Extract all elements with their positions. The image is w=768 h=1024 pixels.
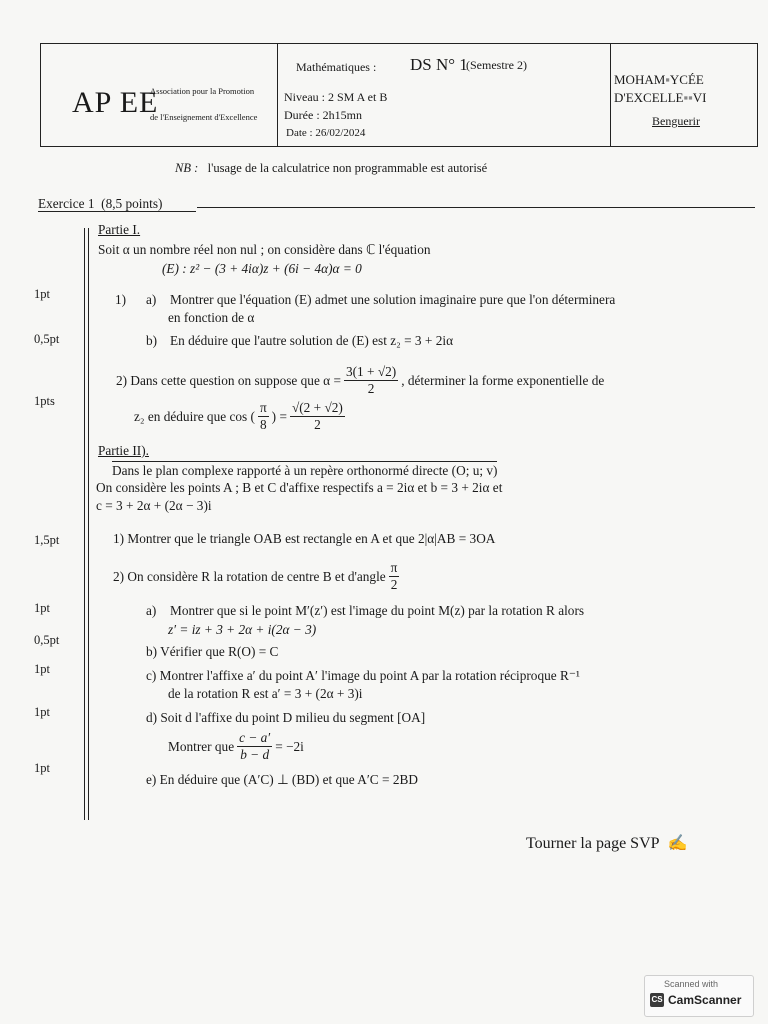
apee-logo: AP EE (72, 86, 159, 119)
assoc-line1: Association pour la Promotion (150, 86, 255, 96)
p2-qa-line1: Montrer que si le point M′(z′) est l'image du point M(z) par la rotation R alors (170, 603, 585, 618)
points-2: 0,5pt (34, 332, 60, 346)
p2-qb: b) Vérifier que R(O) = C (146, 644, 279, 659)
p2-q1: 1) Montrer que le triangle OAB est rectangle en A et que 2|α|AB = 3OA (113, 531, 496, 546)
q1b-text: En déduire que l'autre solution de (E) est z₂ = 3 + 2iα (170, 333, 454, 348)
q1b-letter: b) (146, 333, 158, 348)
p2-qc-line2: de la rotation R est a′ = 3 + (2α + 3)i (168, 686, 363, 701)
school-line1: MOHAM▪YCÉE (614, 72, 704, 87)
subject-label: Mathématiques : (296, 60, 377, 74)
partie1-intro: Soit α un nombre réel non nul ; on considère dans ℂ l'équation (98, 242, 431, 257)
points-6: 0,5pt (34, 633, 60, 647)
semester: (Semestre 2) (466, 58, 527, 72)
scanner-line2: CamScanner (668, 993, 742, 1007)
exercise-rule (197, 207, 755, 208)
hand-icon: ✍ (667, 835, 688, 852)
equation-e: (E) : z² − (3 + 4iα)z + (6i − 4α)α = 0 (162, 261, 362, 276)
p2-qd-line1: d) Soit d l'affixe du point D milieu du segment [OA] (146, 710, 426, 725)
exercise-title: Exercice 1 (8,5 points) (38, 196, 163, 211)
school-line2: D'EXCELLE▪▪VI (614, 90, 707, 105)
nb-note: NB : l'usage de la calculatrice non programmable est autorisé (175, 161, 488, 175)
q1-number: 1) (115, 292, 127, 307)
margin-double-line (84, 228, 89, 820)
camscanner-logo-icon: CS (650, 993, 664, 1007)
partie2-line2: On considère les points A ; B et C d'affixe respectifs a = 2iα et b = 3 + 2iα et (96, 480, 503, 495)
header-divider-1 (277, 43, 278, 147)
header-divider-2 (610, 43, 611, 147)
date: Date : 26/02/2024 (286, 127, 366, 139)
p2-q2: 2) On considère R la rotation de centre B et d'angle $\frac{\pi}{2}$ (113, 560, 398, 592)
points-7: 1pt (34, 662, 50, 676)
points-9: 1pt (34, 761, 50, 775)
p2-qa-line2: z′ = iz + 3 + 2α + i(2α − 3) (168, 622, 317, 637)
scanner-line1: Scanned with (664, 979, 719, 989)
school-city: Benguerir (652, 114, 700, 128)
turn-page-note: Tourner la page SVP ✍ (526, 835, 688, 852)
points-1: 1pt (34, 287, 50, 301)
partie2-line1: Dans le plan complexe rapporté à un repère orthonormé directe (O; u; v) (112, 463, 498, 478)
exercise-underline (38, 211, 196, 212)
partie2-line3: c = 3 + 2α + (2α − 3)i (96, 498, 212, 513)
points-8: 1pt (34, 705, 50, 719)
q2-line1: 2) Dans cette question on suppose que α = $\frac{3(1 + √2)}{2}$ , déterminer la forme exponentielle de (116, 364, 605, 396)
q1a-letter: a) (146, 292, 157, 307)
niveau: Niveau : 2 SM A et B (284, 90, 388, 104)
q1a-line2: en fonction de α (168, 310, 255, 325)
p2-qd-line2: Montrer que $\frac{c - a'}{b - d}$ = −2i (168, 730, 304, 762)
q1a-line1: Montrer que l'équation (E) admet une solution imaginaire pure que l'on déterminera (170, 292, 616, 307)
points-4: 1,5pt (34, 533, 60, 547)
q2-line2: z₂ en déduire que cos ( $\frac{\pi}{8}$ ) = $\frac{√(2 + √2)}{2}$ (134, 400, 343, 432)
assoc-line2: de l'Enseignement d'Excellence (150, 112, 258, 122)
partie1-title: Partie I. (98, 222, 141, 237)
duree: Durée : 2h15mn (284, 108, 362, 122)
p2-qa-letter: a) (146, 603, 157, 618)
points-5: 1pt (34, 601, 50, 615)
p2-qc-line1: c) Montrer l'affixe a′ du point A′ l'image du point A par la rotation réciproque R⁻¹ (146, 668, 580, 683)
p2-qe: e) En déduire que (A′C) ⊥ (BD) et que A′C = 2BD (146, 772, 418, 787)
ds-title: DS N° 1 (410, 55, 468, 74)
partie2-title: Partie II). (98, 443, 149, 458)
points-3: 1pts (34, 394, 55, 408)
